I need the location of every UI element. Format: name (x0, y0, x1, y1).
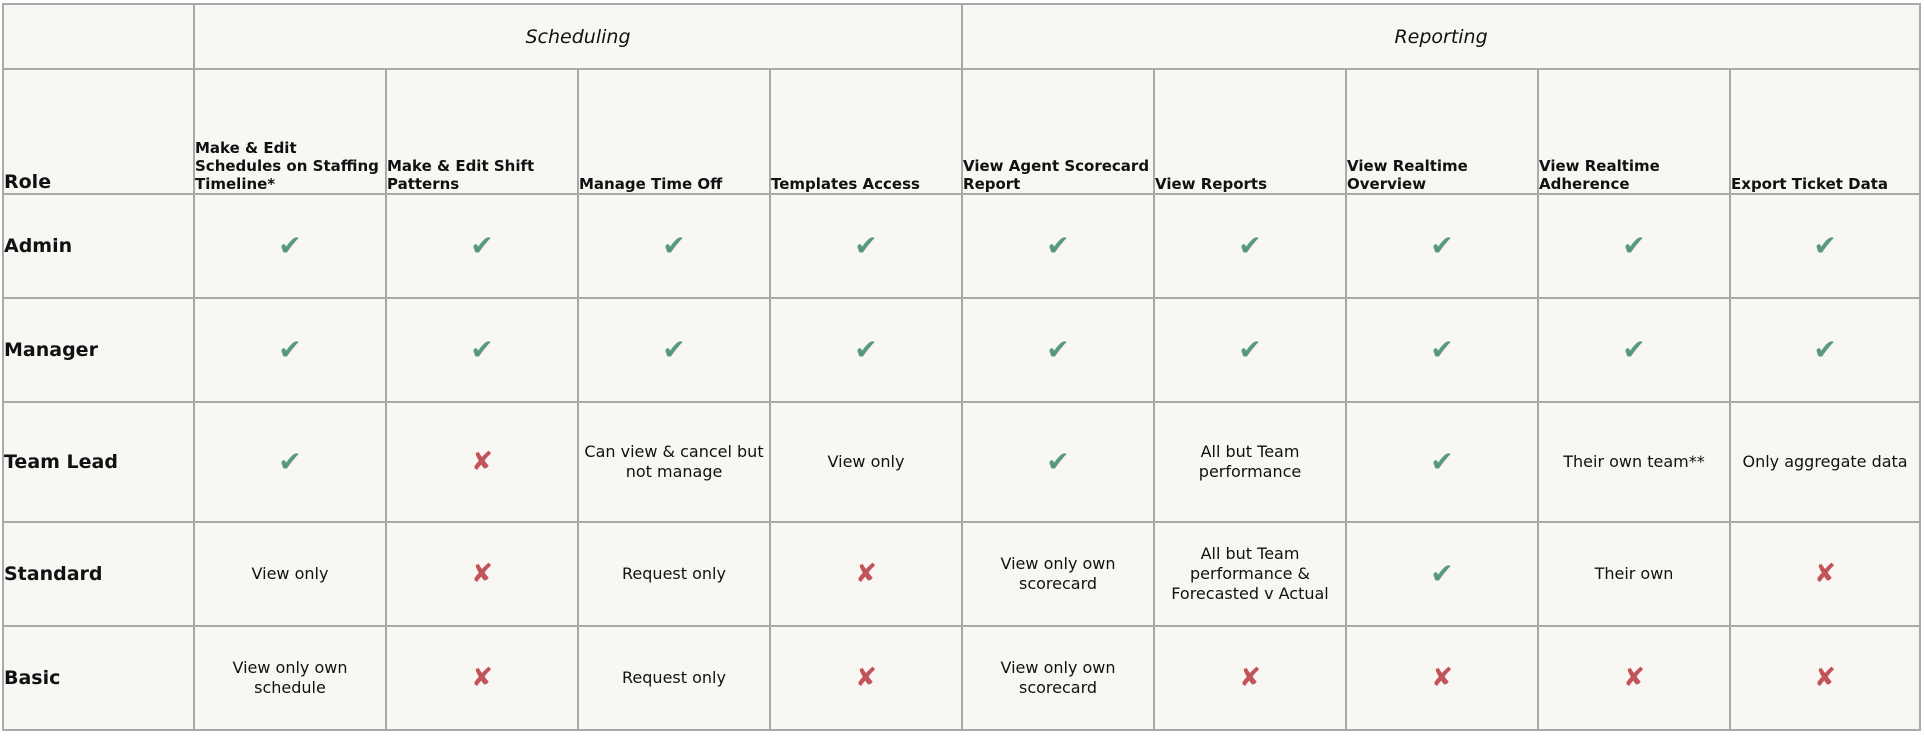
cross-icon: ✘ (855, 559, 877, 589)
check-icon: ✔ (278, 333, 302, 366)
check-icon: ✔ (1813, 333, 1837, 366)
table-row (3, 298, 1920, 402)
role-name: Admin (3, 194, 194, 298)
permission-cell (1154, 298, 1346, 402)
permission-cell (386, 194, 578, 298)
check-icon: ✔ (1622, 333, 1646, 366)
permission-cell (1346, 194, 1538, 298)
check-icon: ✔ (1238, 229, 1262, 262)
permission-cell (386, 626, 578, 730)
cross-icon: ✘ (471, 663, 493, 693)
cross-icon: ✘ (471, 559, 493, 589)
permission-cell (1538, 194, 1730, 298)
permission-cell (1730, 298, 1920, 402)
check-icon: ✔ (1046, 445, 1070, 478)
role-name: Manager (3, 298, 194, 402)
permission-cell (770, 194, 962, 298)
column-header-edit-shift-patterns: Make & Edit Shift Patterns (386, 69, 578, 194)
permission-cell: View only own scorecard (962, 522, 1154, 626)
group-scheduling: Scheduling (194, 4, 962, 69)
permission-cell: View only own scorecard (962, 626, 1154, 730)
permission-cell (1154, 626, 1346, 730)
check-icon: ✔ (1622, 229, 1646, 262)
permission-cell (1346, 402, 1538, 522)
permission-cell: Their own (1538, 522, 1730, 626)
role-column-header: Role (3, 69, 194, 194)
permission-cell (1730, 194, 1920, 298)
permission-cell (770, 298, 962, 402)
group-reporting: Reporting (962, 4, 1920, 69)
check-icon: ✔ (278, 445, 302, 478)
check-icon: ✔ (854, 333, 878, 366)
permission-cell (1154, 194, 1346, 298)
cross-icon: ✘ (471, 447, 493, 477)
role-name: Basic (3, 626, 194, 730)
check-icon: ✔ (854, 229, 878, 262)
permissions-table (2, 3, 1921, 731)
permission-cell (1730, 626, 1920, 730)
permission-cell (1538, 298, 1730, 402)
check-icon: ✔ (1813, 229, 1837, 262)
permission-cell (1730, 522, 1920, 626)
column-header-realtime-overview: View Realtime Overview (1346, 69, 1538, 194)
check-icon: ✔ (470, 333, 494, 366)
column-header-templates-access: Templates Access (770, 69, 962, 194)
permission-cell: Only aggregate data (1730, 402, 1920, 522)
column-header-agent-scorecard: View Agent Scorecard Report (962, 69, 1154, 194)
table-row (3, 194, 1920, 298)
permission-cell: Request only (578, 522, 770, 626)
column-header-view-reports: View Reports (1154, 69, 1346, 194)
permission-cell: Can view & cancel but not manage (578, 402, 770, 522)
cross-icon: ✘ (1623, 663, 1645, 693)
cross-icon: ✘ (1814, 663, 1836, 693)
permission-cell (578, 298, 770, 402)
check-icon: ✔ (278, 229, 302, 262)
table-row (3, 522, 1920, 626)
permission-cell: All but Team performance (1154, 402, 1346, 522)
permission-cell: View only (770, 402, 962, 522)
column-header-realtime-adherence: View Realtime Adherence (1538, 69, 1730, 194)
permission-cell (962, 194, 1154, 298)
column-header-edit-schedules: Make & Edit Schedules on Staffing Timeline* (194, 69, 386, 194)
check-icon: ✔ (470, 229, 494, 262)
check-icon: ✔ (662, 333, 686, 366)
permission-cell (194, 298, 386, 402)
check-icon: ✔ (1430, 445, 1454, 478)
permission-cell: Request only (578, 626, 770, 730)
role-name: Standard (3, 522, 194, 626)
check-icon: ✔ (1430, 557, 1454, 590)
permission-cell (1346, 522, 1538, 626)
cross-icon: ✘ (1814, 559, 1836, 589)
role-name: Team Lead (3, 402, 194, 522)
corner-cell (3, 4, 194, 69)
permission-cell (386, 298, 578, 402)
cross-icon: ✘ (855, 663, 877, 693)
column-header-row (3, 69, 1920, 194)
permission-cell: All but Team performance & Forecasted v Actual (1154, 522, 1346, 626)
permission-cell (194, 402, 386, 522)
permission-cell (578, 194, 770, 298)
permission-cell (194, 194, 386, 298)
permission-cell: View only own schedule (194, 626, 386, 730)
table-row (3, 626, 1920, 730)
check-icon: ✔ (1046, 333, 1070, 366)
check-icon: ✔ (1430, 229, 1454, 262)
permission-cell (1346, 298, 1538, 402)
permission-cell (770, 626, 962, 730)
permission-cell: Their own team** (1538, 402, 1730, 522)
check-icon: ✔ (1430, 333, 1454, 366)
permission-cell (1346, 626, 1538, 730)
table-row (3, 402, 1920, 522)
permission-cell (1538, 626, 1730, 730)
column-header-export-ticket-data: Export Ticket Data (1730, 69, 1920, 194)
group-header-row (3, 4, 1920, 69)
cross-icon: ✘ (1239, 663, 1261, 693)
permission-cell (770, 522, 962, 626)
permission-cell: View only (194, 522, 386, 626)
permission-cell (386, 402, 578, 522)
permission-cell (962, 298, 1154, 402)
column-header-manage-time-off: Manage Time Off (578, 69, 770, 194)
check-icon: ✔ (662, 229, 686, 262)
cross-icon: ✘ (1431, 663, 1453, 693)
permission-cell (386, 522, 578, 626)
check-icon: ✔ (1238, 333, 1262, 366)
permission-cell (962, 402, 1154, 522)
check-icon: ✔ (1046, 229, 1070, 262)
